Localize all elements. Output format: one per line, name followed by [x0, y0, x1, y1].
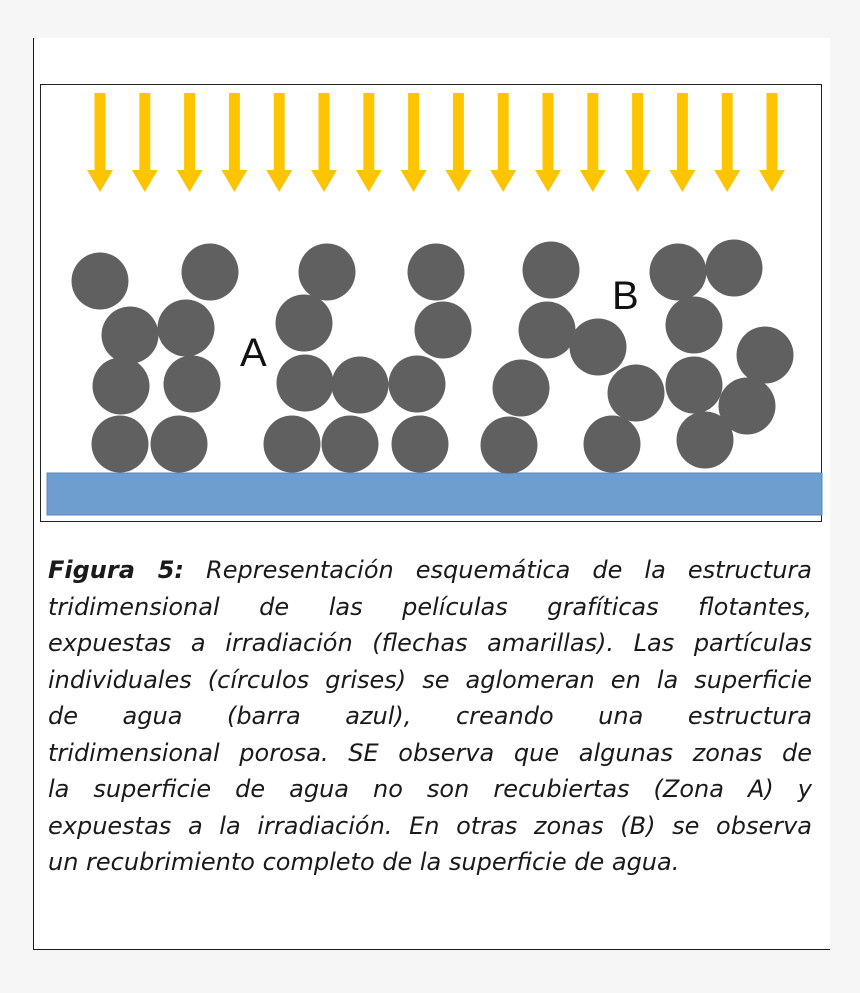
particle-circle — [677, 412, 734, 469]
caption-line-2: tridimensional de las películas grafíticas flotantes, — [48, 592, 812, 621]
particle-circle — [102, 307, 159, 364]
down-arrow-icon — [401, 93, 427, 192]
down-arrow-icon — [535, 93, 561, 192]
caption-line-1 — [48, 552, 812, 589]
particle-circle — [706, 240, 763, 297]
zone-b-label: B — [612, 274, 639, 318]
particle-circle — [72, 253, 129, 310]
particle-circle — [93, 358, 150, 415]
caption-line-4: individuales (círculos grises) se aglomeran en la superficie — [48, 665, 812, 694]
particle-circle — [570, 319, 627, 376]
zone-a-label: A — [240, 331, 267, 375]
particle-circle — [584, 416, 641, 473]
particle-circle — [493, 360, 550, 417]
particle-circle — [392, 416, 449, 473]
down-arrow-icon — [87, 93, 113, 192]
down-arrow-icon — [266, 93, 292, 192]
particle-circle — [389, 356, 446, 413]
particle-circle — [264, 416, 321, 473]
down-arrow-icon — [311, 93, 337, 192]
down-arrow-icon — [580, 93, 606, 192]
particle-circle — [322, 416, 379, 473]
down-arrow-icon — [669, 93, 695, 192]
particle-circle — [332, 357, 389, 414]
particle-circle — [519, 302, 576, 359]
down-arrow-icon — [714, 93, 740, 192]
particle-circle — [666, 297, 723, 354]
caption-line-8: expuestas a la irradiación. En otras zonas (B) se observa — [48, 811, 812, 840]
down-arrow-icon — [177, 93, 203, 192]
caption-line-5: de agua (barra azul), creando una estructura — [48, 702, 812, 730]
particle-circle — [608, 365, 665, 422]
down-arrow-icon — [132, 93, 158, 192]
down-arrow-icon — [625, 93, 651, 192]
irradiation-arrows — [87, 93, 785, 192]
water-bar — [47, 473, 822, 515]
particle-circle — [276, 295, 333, 352]
particle-circle — [158, 300, 215, 357]
caption-line-6: tridimensional porosa. SE observa que algunas zonas de — [48, 738, 812, 767]
particle-circle — [523, 242, 580, 299]
down-arrow-icon — [221, 93, 247, 192]
caption-line-9: un recubrimiento completo de la superficie de agua. — [48, 848, 680, 876]
particle-circle — [92, 416, 149, 473]
particle-circle — [277, 355, 334, 412]
particle-circle — [481, 417, 538, 474]
particle-circle — [182, 244, 239, 301]
particle-circle — [415, 302, 472, 359]
down-arrow-icon — [759, 93, 785, 192]
particle-circle — [164, 356, 221, 413]
down-arrow-icon — [445, 93, 471, 192]
particle-circle — [737, 327, 794, 384]
particles-group — [72, 240, 794, 474]
particle-circle — [666, 357, 723, 414]
figure-caption — [48, 552, 812, 881]
particle-circle — [299, 244, 356, 301]
particle-circle — [650, 244, 707, 301]
down-arrow-icon — [356, 93, 382, 192]
caption-line-7: la superficie de agua no son recubiertas (Zona A) y — [48, 775, 812, 803]
caption-text: Representación esquemática de la estructura — [184, 556, 812, 584]
particle-circle — [151, 416, 208, 473]
caption-line-3: expuestas a irradiación (flechas amarillas). Las partículas — [48, 629, 812, 657]
down-arrow-icon — [490, 93, 516, 192]
particle-circle — [408, 244, 465, 301]
caption-figure-label: Figura 5: — [48, 556, 184, 584]
